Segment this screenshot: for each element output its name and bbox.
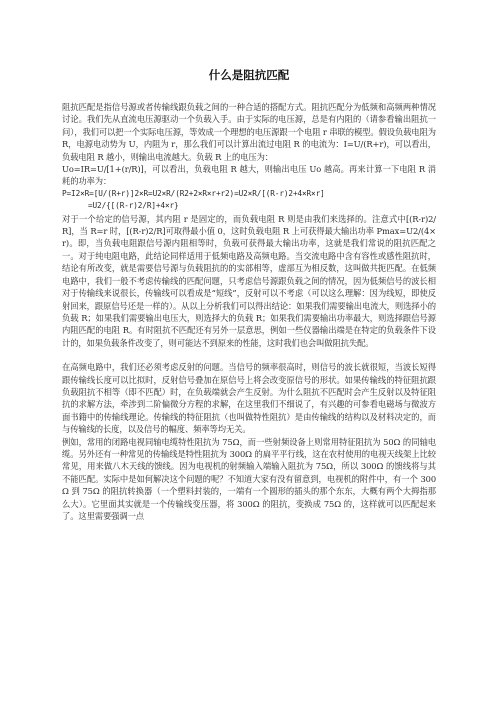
- paragraph-voltage: Uo=IR=U/[1+(r/R)]，可以看出，负载电阻 R 越大，则输出电压 Uo 越高。再来计算一下电阻 R 消耗的功率为：: [62, 164, 436, 187]
- paragraph-high-frequency: 在高频电路中，我们还必须考虑反射的问题。当信号的频率很高时，则信号的波长就很短，当波长短得跟传输线长度可以比拟时，反射信号叠加在原信号上将会改变原信号的形状。如果传输线的特征阻抗跟负载阻抗不相等（即不匹配）时，在负载端就会产生反射。为什么阻抗不匹配时会产生反射以及特征阻抗的求解方法，牵涉到二阶偏微分方程的求解，在这里我们不细说了，有兴趣的可参看电磁场与微波方面书籍中的传输线理论。传输线的特征阻抗（也叫做特性阻抗）是由传输线的结构以及材料决定的，而与传输线的长度，以及信号的幅度、频率等均无关。: [62, 362, 436, 435]
- paragraph-coax-example: 例如，常用的闭路电视同轴电缆特性阻抗为 75Ω，而一些射频设备上则常用特征阻抗为 50Ω 的同轴电缆。另外还有一种常见的传输线是特性阻抗为 300Ω 的扁平平行线，这在农村使用的电视天线架上比较常见，用来做八木天线的馈线。因为电视机的射频输入端输入阻抗为 75Ω，所以 300Ω 的馈线将与其不能匹配。实际中是如何解决这个问题的呢？不知道大家有没有留意到，电视机的附件中，有一个 300Ω 到 75Ω 的阻抗转换器（一个塑料封装的，一端有一个圆形的插头的那个东东，大概有两个大拇指那么大）。它里面其实就是一个传输线变压器，将 300Ω 的阻抗，变换成 75Ω 的，这样就可以匹配起来了。这里需要强调一点: [62, 436, 436, 521]
- paragraph-intro: 阻抗匹配是指信号源或者传输线跟负载之间的一种合适的搭配方式。阻抗匹配分为低频和高频两种情况讨论。我们先从直流电压源驱动一个负载入手。由于实际的电压源，总是有内阻的（请参看输出阻抗一问），我们可以把一个实际电压源，等效成一个理想的电压源跟一个电阻 r 串联的模型。假设负载电阻为 R，电源电动势为 U，内阻为 r，那么我们可以计算出流过电阻 R 的电流为：I=U/(R+r)，可以看出，负载电阻 R 越小，则输出电流越大。负载 R 上的电压为：: [62, 102, 436, 162]
- formula-power-line-1: P=I2×R=[U/(R+r)]2×R=U2×R/(R2+2×R×r+r2)=U2×R/[(R-r)2+4×R×r]: [62, 188, 325, 198]
- paragraph-gap: [62, 349, 436, 361]
- document-title: 什么是阻抗匹配: [208, 68, 290, 82]
- paragraph-matching-conclusion: 对于一个给定的信号源，其内阻 r 是固定的，而负载电阻 R 则是由我们来选择的。注意式中[(R-r)2/R]，当 R=r 时，[(R-r)2/R]可取得最小值 0，这时负载电阻 R 上可获得最大输出功率 Pmax=U2/(4×r)。即，当负载电阻跟信号源内阻相等时，负载可获得最大输出功率，这就是我们常说的阻抗匹配之一。对于纯电阻电路，此结论同样适用于低频电路及高频电路。当交流电路中含有容性或感性阻抗时，结论有所改变，就是需要信号源与负载阻抗的的实部相等，虚部互为相反数，这叫做共扼匹配。在低频电路中，我们一般不考虑传输线的匹配问题，只考虑信号源跟负载之间的情况，因为低频信号的波长相对于传输线来说很长，传输线可以看成是“短线”，反射可以不考虑（可以这么理解：因为线短，即使反射回来，跟原信号还是一样的）。从以上分析我们可以得出结论：如果我们需要输出电流大，则选择小的负载 R；如果我们需要输出电压大，则选择大的负载 R；如果我们需要输出功率最大，则选择跟信号源内阻匹配的电阻 R。有时阻抗不匹配还有另外一层意思，例如一些仪器输出端是在特定的负载条件下设计的，如果负载条件改变了，则可能达不到原来的性能，这时我们也会叫做阻抗失配。: [62, 213, 436, 348]
- formula-power-line-2: =U2/{[(R-r)2/R]+4×r}: [88, 201, 179, 211]
